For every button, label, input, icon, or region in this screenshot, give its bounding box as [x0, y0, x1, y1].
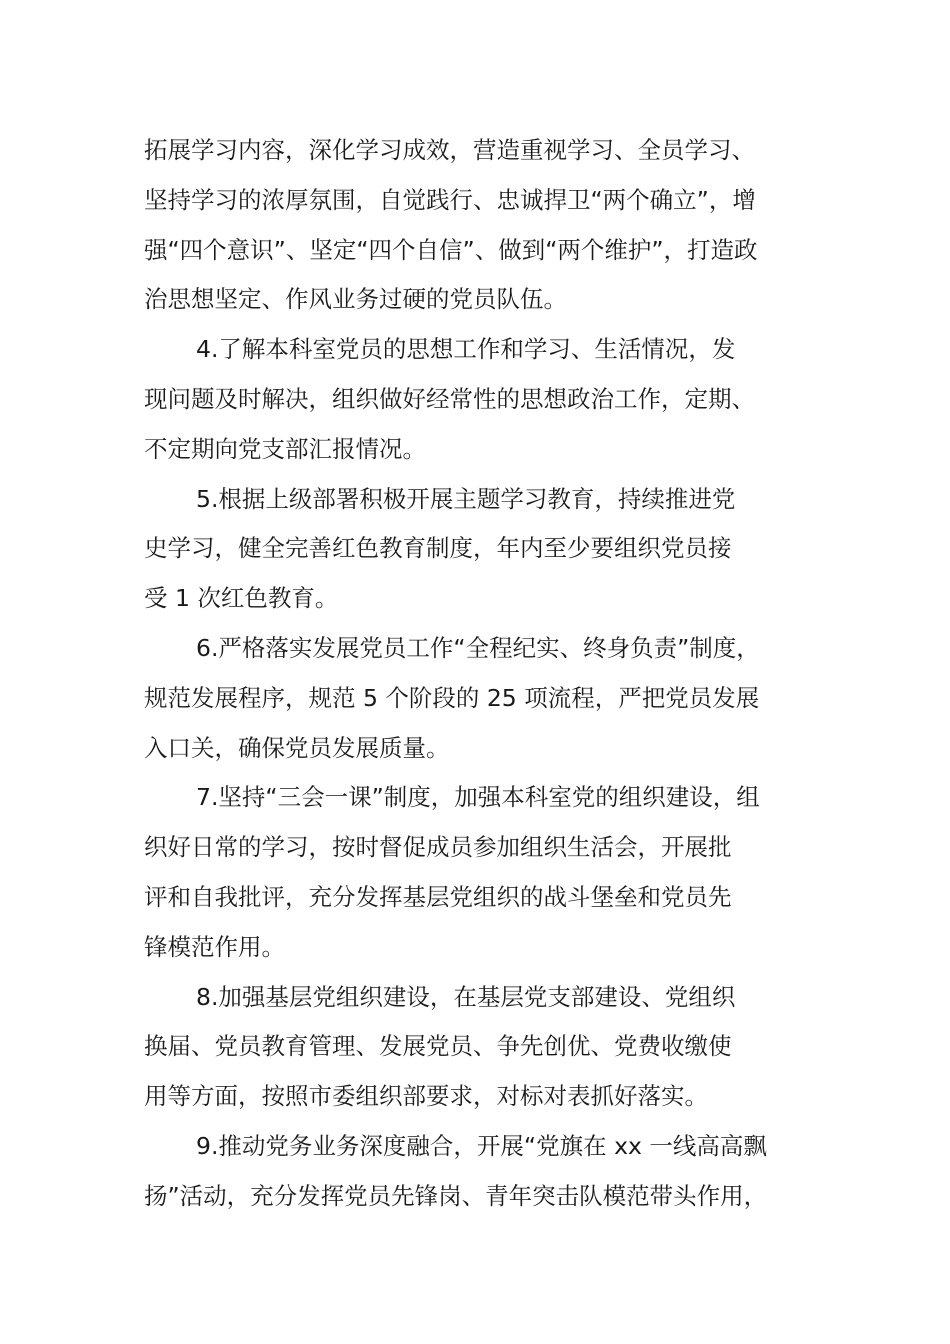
- text-line: 坚持学习的浓厚氛围，自觉践行、忠诚捍卫“两个确立”，增: [144, 185, 756, 214]
- paragraph-7-start: 7.坚持“三会一课”制度，加强本科室党的组织建设，组: [196, 783, 760, 812]
- text-line: 不定期向党支部汇报情况。: [144, 434, 426, 463]
- text-line: 拓展学习内容，深化学习成效，营造重视学习、全员学习、: [144, 136, 755, 164]
- paragraph-4-start: 4.了解本科室党员的思想工作和学习、生活情况，发: [196, 335, 736, 364]
- text-line: 现问题及时解决，组织做好经常性的思想政治工作，定期、: [144, 384, 755, 413]
- text-line: 强“四个意识”、坚定“四个自信”、做到“两个维护”，打造政: [144, 235, 758, 264]
- text-line: 受 1 次红色教育。: [144, 584, 339, 613]
- paragraph-5-start: 5.根据上级部署积极开展主题学习教育，持续推进党: [196, 484, 736, 513]
- paragraph-8-start: 8.加强基层党组织建设，在基层党支部建设、党组织: [196, 982, 736, 1011]
- document-body: [144, 126, 816, 1222]
- text-line: 织好日常的学习，按时督促成员参加组织生活会，开展批: [144, 833, 732, 862]
- text-line: 治思想坚定、作风业务过硬的党员队伍。: [144, 285, 567, 314]
- text-line: 规范发展程序，规范 5 个阶段的 25 项流程，严把党员发展: [144, 683, 760, 712]
- text-line: 锋模范作用。: [144, 932, 285, 961]
- text-line: 入口关，确保党员发展质量。: [144, 733, 450, 762]
- text-line: 换届、党员教育管理、发展党员、争先创优、党费收缴使: [144, 1032, 732, 1061]
- paragraph-9-start: 9.推动党务业务深度融合，开展“党旗在 xx 一线高高飘: [196, 1131, 767, 1160]
- text-line: 扬”活动，充分发挥党员先锋岗、青年突击队模范带头作用，: [144, 1181, 768, 1210]
- text-line: 评和自我批评，充分发挥基层党组织的战斗堡垒和党员先: [144, 882, 732, 911]
- text-line: 史学习，健全完善红色教育制度，年内至少要组织党员接: [144, 534, 732, 563]
- paragraph-6-start: 6.严格落实发展党员工作“全程纪实、终身负责”制度，: [196, 633, 760, 662]
- text-line: 用等方面，按照市委组织部要求，对标对表抓好落实。: [144, 1082, 708, 1111]
